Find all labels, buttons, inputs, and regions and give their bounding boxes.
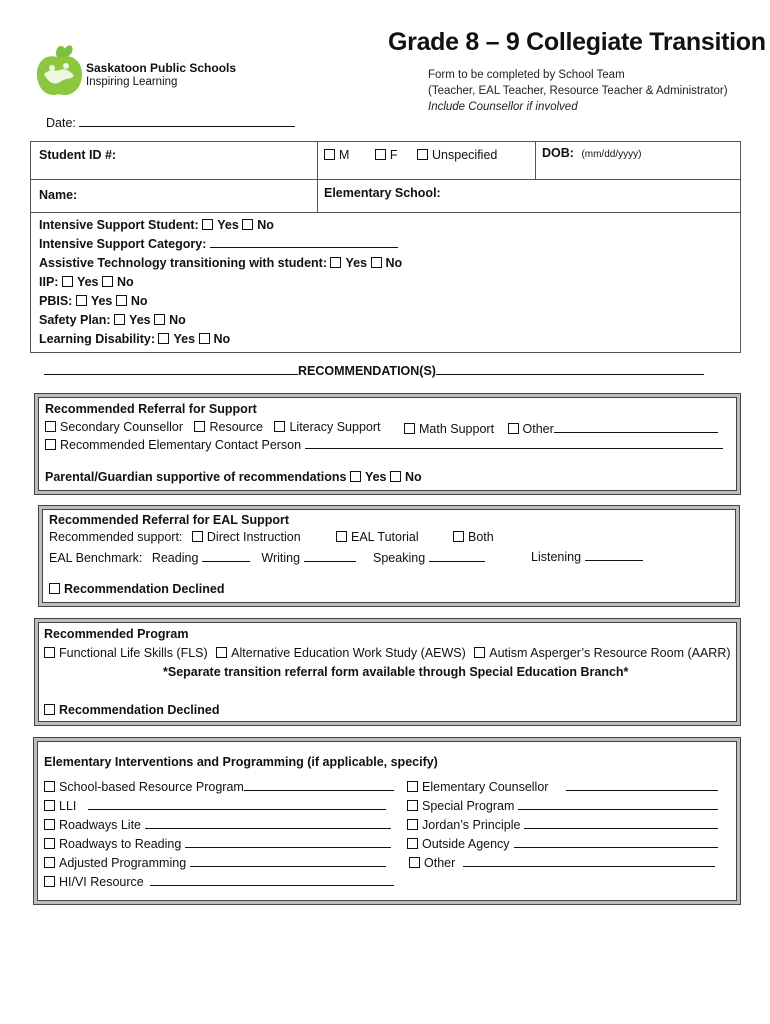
intervention-label: Jordan’s Principle [422,818,521,832]
elementary-contact-field[interactable] [305,436,723,449]
intervention-checkbox[interactable] [407,800,418,811]
eal-declined-checkbox[interactable] [49,583,60,594]
aews-checkbox[interactable] [216,647,227,658]
learning-disability-label: Learning Disability: [39,332,155,346]
intervention-field[interactable] [514,835,718,848]
aarr-checkbox[interactable] [474,647,485,658]
ld-yes-checkbox[interactable] [158,333,169,344]
intervention-field[interactable] [518,797,718,810]
sex-cell [318,142,536,180]
intervention-label: Other [424,856,456,870]
secondary-counsellor-label: Secondary Counsellor [60,420,183,434]
sex-m-option[interactable] [324,148,349,162]
eal-benchmark-row [49,549,485,565]
resource-checkbox[interactable] [194,421,205,432]
divider [436,368,704,375]
intensive-student-row [39,216,732,235]
pbis-no-checkbox[interactable] [116,295,127,306]
direct-instruction-label: Direct Instruction [206,530,301,544]
speaking-label: Speaking [373,551,426,565]
name-label: Name: [39,188,78,202]
intensive-category-field[interactable] [210,235,398,248]
writing-label: Writing [261,551,301,565]
no-label: No [130,294,148,308]
intervention-right-item [407,835,718,851]
listening-row [531,548,643,564]
intervention-label: LLI [59,799,77,813]
intervention-field[interactable] [524,816,718,829]
intervention-left-item [44,816,391,832]
intervention-field[interactable] [244,778,394,791]
intensive-category-row [39,235,732,254]
intensive-yes-checkbox[interactable] [202,219,213,230]
elementary-contact-row [45,436,723,452]
intervention-label: Roadways Lite [59,818,141,832]
writing-field[interactable] [304,549,356,562]
student-info-table [30,141,741,353]
safety-no-checkbox[interactable] [154,314,165,325]
dob-label: DOB: [542,146,574,160]
intervention-checkbox[interactable] [44,876,55,887]
org-name: Saskatoon Public Schools [86,61,237,75]
program-options-row [44,646,731,660]
sex-f-checkbox[interactable] [375,149,386,160]
intervention-label: School-based Resource Program [59,780,244,794]
intervention-right-item [407,778,718,794]
sex-m-checkbox[interactable] [324,149,335,160]
parental-yes-checkbox[interactable] [350,471,361,482]
aarr-label: Autism Asperger’s Resource Room (AARR) [489,646,731,660]
date-label: Date: [46,116,76,130]
referral-support-options-row [45,420,381,434]
intervention-label: Special Program [422,799,515,813]
ld-no-checkbox[interactable] [199,333,210,344]
divider [44,368,298,375]
intensive-category-label: Intensive Support Category: [39,237,207,251]
resource-label: Resource [209,420,263,434]
dob-cell[interactable] [536,142,741,180]
reading-label: Reading [151,551,199,565]
no-label: No [169,313,186,327]
pbis-yes-checkbox[interactable] [76,295,87,306]
apple-logo-icon [34,44,84,98]
intervention-label: HI/VI Resource [59,875,144,889]
form-title: Grade 8 – 9 Collegiate Transition [388,28,766,56]
intervention-field[interactable] [88,797,386,810]
intervention-field[interactable] [463,854,715,867]
recommended-program-box [38,622,737,722]
eal-benchmark-label: EAL Benchmark: [49,551,143,565]
intervention-right-item [407,816,718,832]
elementary-school-cell[interactable] [318,180,741,213]
program-declined-checkbox[interactable] [44,704,55,715]
intervention-label: Outside Agency [422,837,510,851]
other-support-label: Other [522,422,554,436]
literacy-support-checkbox[interactable] [274,421,285,432]
referral-support-options-row-2 [404,420,718,436]
interventions-box [37,741,737,901]
student-id-label: Student ID #: [39,148,117,162]
yes-label: Yes [76,275,99,289]
iip-no-checkbox[interactable] [102,276,113,287]
iip-yes-checkbox[interactable] [62,276,73,287]
intensive-student-label: Intensive Support Student: [39,218,199,232]
referral-eal-heading: Recommended Referral for EAL Support [49,513,290,527]
reading-field[interactable] [202,549,250,562]
name-cell[interactable] [31,180,318,213]
interventions-heading: Elementary Interventions and Programming (if applicable, specify) [44,755,438,769]
date-field[interactable] [79,114,295,127]
intervention-field[interactable] [566,778,718,791]
eal-tutorial-option [336,530,419,544]
sex-unspecified-checkbox[interactable] [417,149,428,160]
intervention-checkbox[interactable] [44,819,55,830]
sex-unspecified-label: Unspecified [432,148,498,162]
form-note-2: (Teacher, EAL Teacher, Resource Teacher & Administrator) [428,85,728,97]
both-label: Both [468,530,494,544]
sex-f-option[interactable] [375,148,398,162]
eal-tutorial-label: EAL Tutorial [351,530,419,544]
pbis-row [39,292,732,311]
intervention-right-item [409,854,715,870]
intervention-checkbox[interactable] [44,857,55,868]
no-label: No [404,470,422,484]
intervention-left-item [44,797,386,813]
date-row [46,114,295,130]
listening-label: Listening [531,550,582,564]
no-label: No [385,256,403,270]
parental-no-checkbox[interactable] [390,471,401,482]
yes-label: Yes [364,470,387,484]
referral-support-heading: Recommended Referral for Support [45,402,257,416]
yes-label: Yes [90,294,113,308]
math-support-label: Math Support [419,422,495,436]
assistive-yes-checkbox[interactable] [330,257,341,268]
speaking-field[interactable] [429,549,485,562]
learning-disability-row [39,330,732,349]
assistive-tech-row [39,254,732,273]
intervention-checkbox[interactable] [407,838,418,849]
other-support-field[interactable] [554,420,718,433]
intervention-label: Elementary Counsellor [422,780,549,794]
listening-field[interactable] [585,548,643,561]
assistive-no-checkbox[interactable] [371,257,382,268]
intervention-left-item [44,778,394,794]
sex-f-label: F [389,148,398,162]
form-note-3: Include Counsellor if involved [428,101,578,113]
direct-instruction-checkbox[interactable] [192,531,203,542]
yes-label: Yes [345,256,368,270]
intervention-label: Roadways to Reading [59,837,182,851]
eal-declined-label: Recommendation Declined [64,582,225,596]
intervention-field[interactable] [190,854,386,867]
parental-label: Parental/Guardian supportive of recommendations [45,470,347,484]
intervention-checkbox[interactable] [44,800,55,811]
intervention-checkbox[interactable] [407,819,418,830]
recommendations-heading: RECOMMENDATION(S) [298,364,436,378]
intervention-field[interactable] [150,873,394,886]
math-support-checkbox[interactable] [404,423,415,434]
intervention-checkbox[interactable] [409,857,420,868]
fls-checkbox[interactable] [44,647,55,658]
other-support-checkbox[interactable] [508,423,519,434]
safety-plan-row [39,311,732,330]
both-option [453,530,494,544]
sex-unspecified-option[interactable] [417,148,497,162]
intervention-right-item [407,797,718,813]
referral-support-box [38,397,737,491]
assistive-tech-label: Assistive Technology transitioning with student: [39,256,327,270]
program-declined-row [44,703,219,717]
program-declined-label: Recommendation Declined [59,703,220,717]
elementary-school-label: Elementary School: [324,186,441,200]
literacy-support-label: Literacy Support [289,420,381,434]
both-checkbox[interactable] [453,531,464,542]
safety-yes-checkbox[interactable] [114,314,125,325]
elementary-contact-label: Recommended Elementary Contact Person [60,438,302,452]
yes-label: Yes [129,313,151,327]
org-tagline: Inspiring Learning [86,76,178,88]
no-label: No [257,218,274,232]
intervention-checkbox[interactable] [44,781,55,792]
recommended-support-label: Recommended support: [49,530,183,544]
support-details-cell [31,213,741,353]
safety-plan-label: Safety Plan: [39,313,111,327]
intervention-checkbox[interactable] [407,781,418,792]
intervention-left-item [44,873,394,889]
referral-eal-box [42,509,736,603]
elementary-contact-checkbox[interactable] [45,439,56,450]
intervention-checkbox[interactable] [44,838,55,849]
intervention-field[interactable] [145,816,391,829]
eal-tutorial-checkbox[interactable] [336,531,347,542]
program-heading: Recommended Program [44,627,189,641]
intensive-no-checkbox[interactable] [242,219,253,230]
secondary-counsellor-checkbox[interactable] [45,421,56,432]
parental-row [45,470,422,484]
intervention-left-item [44,835,391,851]
intervention-field[interactable] [185,835,391,848]
sex-m-label: M [339,148,350,162]
no-label: No [116,275,134,289]
student-id-cell[interactable] [31,142,318,180]
yes-label: Yes [217,218,239,232]
intervention-left-item [44,854,386,870]
no-label: No [213,332,231,346]
aews-label: Alternative Education Work Study (AEWS) [231,646,466,660]
dob-format: (mm/dd/yyyy) [581,149,642,160]
eal-support-row [49,530,301,544]
fls-label: Functional Life Skills (FLS) [59,646,208,660]
iip-label: IIP: [39,275,59,289]
separate-form-note: *Separate transition referral form available through Special Education Branch* [163,665,629,679]
pbis-label: PBIS: [39,294,73,308]
recommendations-heading-row [44,364,704,378]
intervention-label: Adjusted Programming [59,856,187,870]
eal-declined-row [49,582,224,596]
yes-label: Yes [173,332,196,346]
iip-row [39,273,732,292]
form-note-1: Form to be completed by School Team [428,69,625,81]
